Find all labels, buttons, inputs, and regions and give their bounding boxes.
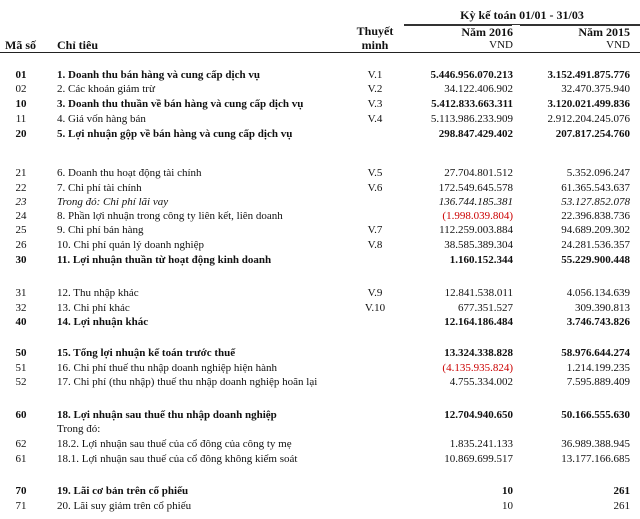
table-row xyxy=(0,82,640,96)
row-value-2015: 3.746.743.826 xyxy=(566,316,630,328)
row-value-2015: 309.390.813 xyxy=(575,302,630,314)
row-value-2015: 13.177.166.685 xyxy=(561,453,630,465)
row-label: 20. Lãi suy giảm trên cổ phiếu xyxy=(57,500,192,512)
row-code: 11 xyxy=(15,113,27,125)
note-column-header-line2: minh xyxy=(361,38,389,52)
row-value-2015: 1.214.199.235 xyxy=(566,362,630,374)
row-code: 22 xyxy=(15,182,27,194)
row-code: 21 xyxy=(15,167,27,179)
row-label: 1. Doanh thu bán hàng và cung cấp dịch vụ xyxy=(57,69,260,81)
row-note: V.10 xyxy=(364,302,386,314)
header-divider xyxy=(0,52,640,53)
year-2016-header: Năm 2016 xyxy=(461,25,513,39)
row-value-2016: 34.122.406.902 xyxy=(444,83,513,95)
table-row xyxy=(0,346,640,360)
code-column-header: Mã số xyxy=(5,38,36,52)
row-value-2016: 1.835.241.133 xyxy=(449,438,513,450)
row-code: 02 xyxy=(15,83,27,95)
row-label: 18. Lợi nhuận sau thuế thu nhập doanh nghiệp xyxy=(57,409,277,421)
table-row xyxy=(0,97,640,111)
row-value-2016: (1.998.039.804) xyxy=(442,210,513,222)
table-row xyxy=(0,223,640,237)
row-label: 4. Giá vốn hàng bán xyxy=(57,113,146,125)
table-row xyxy=(0,68,640,82)
table-row xyxy=(0,499,640,513)
year-2015-header: Năm 2015 xyxy=(578,25,630,39)
row-value-2016: 10 xyxy=(502,500,513,512)
row-note: V.5 xyxy=(367,167,383,179)
row-code: 30 xyxy=(15,254,27,266)
row-value-2015: 3.120.021.499.836 xyxy=(547,98,630,110)
row-value-2015: 4.056.134.639 xyxy=(566,287,630,299)
row-value-2015: 61.365.543.637 xyxy=(561,182,630,194)
row-label: 3. Doanh thu thuần về bán hàng và cung cấp dịch vụ xyxy=(57,98,304,110)
row-label: 18.2. Lợi nhuận sau thuế của cổ đông của công ty mẹ xyxy=(57,438,292,450)
row-label: 6. Doanh thu hoạt động tài chính xyxy=(57,167,202,179)
row-value-2016: 5.446.956.070.213 xyxy=(430,69,513,81)
table-row xyxy=(0,422,640,436)
table-row xyxy=(0,315,640,329)
row-label: 17. Chi phí (thu nhập) thuế thu nhập doanh nghiệp hoãn lại xyxy=(57,376,318,388)
row-value-2016: 12.841.538.011 xyxy=(444,287,513,299)
row-value-2016: (4.135.935.824) xyxy=(442,362,513,374)
row-value-2015: 207.817.254.760 xyxy=(555,128,630,140)
unit-2015: VND xyxy=(606,39,630,51)
row-label: 7. Chi phí tài chính xyxy=(57,182,142,194)
row-label: 11. Lợi nhuận thuần từ hoạt động kinh doanh xyxy=(57,254,272,266)
row-note: V.4 xyxy=(367,113,383,125)
table-row xyxy=(0,166,640,180)
row-code: 10 xyxy=(15,98,27,110)
row-value-2016: 1.160.152.344 xyxy=(449,254,513,266)
row-note: V.6 xyxy=(367,182,383,194)
row-value-2016: 10 xyxy=(502,485,513,497)
row-note: V.3 xyxy=(367,98,383,110)
row-label: 13. Chi phí khác xyxy=(57,302,130,314)
row-label: 12. Thu nhập khác xyxy=(57,287,139,299)
table-row xyxy=(0,375,640,389)
row-label: 10. Chi phí quản lý doanh nghiệp xyxy=(57,239,204,251)
row-code: 24 xyxy=(15,210,27,222)
table-row xyxy=(0,195,640,209)
note-column-header-line1: Thuyết xyxy=(356,24,394,38)
row-code: 70 xyxy=(15,485,27,497)
row-value-2015: 55.229.900.448 xyxy=(561,254,630,266)
row-code: 62 xyxy=(15,438,27,450)
row-value-2015: 2.912.204.245.076 xyxy=(547,113,630,125)
period-label: Kỳ kế toán 01/01 - 31/03 xyxy=(460,8,584,22)
row-value-2015: 32.470.375.940 xyxy=(561,83,630,95)
table-row xyxy=(0,253,640,267)
table-row xyxy=(0,452,640,466)
row-label: 18.1. Lợi nhuận sau thuế của cổ đông không kiểm soát xyxy=(57,453,298,465)
row-value-2016: 112.259.003.884 xyxy=(439,224,513,236)
row-note: V.1 xyxy=(367,69,383,81)
row-value-2015: 5.352.096.247 xyxy=(566,167,630,179)
row-value-2015: 7.595.889.409 xyxy=(566,376,630,388)
row-code: 23 xyxy=(15,196,27,208)
table-row xyxy=(0,408,640,422)
row-label: Trong đó: Chi phí lãi vay xyxy=(57,196,169,208)
row-code: 60 xyxy=(15,409,27,421)
row-value-2015: 261 xyxy=(613,485,630,497)
table-row xyxy=(0,361,640,375)
row-value-2016: 10.869.699.517 xyxy=(444,453,513,465)
row-note: V.7 xyxy=(367,224,383,236)
table-row xyxy=(0,484,640,498)
table-row xyxy=(0,286,640,300)
row-value-2016: 12.164.186.484 xyxy=(444,316,513,328)
row-label: 19. Lãi cơ bản trên cổ phiếu xyxy=(57,485,189,497)
row-value-2016: 13.324.338.828 xyxy=(444,347,513,359)
row-code: 25 xyxy=(15,224,27,236)
row-code: 40 xyxy=(15,316,27,328)
unit-2016: VND xyxy=(489,39,513,51)
table-row xyxy=(0,112,640,126)
row-note: V.2 xyxy=(367,83,383,95)
row-code: 51 xyxy=(15,362,27,374)
row-value-2016: 136.744.185.381 xyxy=(438,196,513,208)
row-label: 15. Tổng lợi nhuận kế toán trước thuế xyxy=(57,347,236,359)
row-value-2016: 5.113.986.233.909 xyxy=(430,113,513,125)
row-value-2016: 677.351.527 xyxy=(458,302,513,314)
row-note: V.9 xyxy=(367,287,383,299)
row-code: 52 xyxy=(15,376,27,388)
row-label: 14. Lợi nhuận khác xyxy=(57,316,149,328)
row-value-2015: 36.989.388.945 xyxy=(561,438,630,450)
row-label: 5. Lợi nhuận gộp về bán hàng và cung cấp dịch vụ xyxy=(57,128,293,140)
row-label: 16. Chi phí thuế thu nhập doanh nghiệp hiện hành xyxy=(57,362,277,374)
table-row xyxy=(0,127,640,141)
row-code: 50 xyxy=(15,347,27,359)
item-column-header: Chỉ tiêu xyxy=(57,38,99,52)
row-label: Trong đó: xyxy=(57,423,101,435)
row-value-2015: 22.396.838.736 xyxy=(561,210,630,222)
row-code: 71 xyxy=(15,500,27,512)
row-value-2015: 94.689.209.302 xyxy=(561,224,630,236)
row-value-2016: 38.585.389.304 xyxy=(444,239,513,251)
row-code: 01 xyxy=(15,69,27,81)
row-code: 31 xyxy=(15,287,27,299)
row-code: 20 xyxy=(15,128,27,140)
table-row xyxy=(0,181,640,195)
row-note: V.8 xyxy=(367,239,383,251)
table-row xyxy=(0,209,640,223)
row-value-2015: 50.166.555.630 xyxy=(561,409,630,421)
row-label: 8. Phần lợi nhuận trong công ty liên kết, liên doanh xyxy=(57,210,283,222)
row-value-2015: 3.152.491.875.776 xyxy=(547,69,630,81)
row-label: 2. Các khoản giảm trừ xyxy=(57,83,155,95)
row-code: 61 xyxy=(15,453,27,465)
row-code: 32 xyxy=(15,302,27,314)
row-value-2015: 261 xyxy=(613,500,630,512)
row-value-2016: 4.755.334.002 xyxy=(449,376,513,388)
table-row xyxy=(0,301,640,315)
row-value-2016: 12.704.940.650 xyxy=(444,409,513,421)
row-value-2016: 172.549.645.578 xyxy=(438,182,513,194)
row-value-2016: 27.704.801.512 xyxy=(444,167,513,179)
row-value-2015: 58.976.644.274 xyxy=(561,347,630,359)
row-label: 9. Chi phí bán hàng xyxy=(57,224,144,236)
table-row xyxy=(0,238,640,252)
row-value-2015: 53.127.852.078 xyxy=(561,196,630,208)
row-value-2016: 298.847.429.402 xyxy=(438,128,513,140)
row-code: 26 xyxy=(15,239,27,251)
row-value-2016: 5.412.833.663.311 xyxy=(431,98,513,110)
table-row xyxy=(0,437,640,451)
row-value-2015: 24.281.536.357 xyxy=(561,239,630,251)
